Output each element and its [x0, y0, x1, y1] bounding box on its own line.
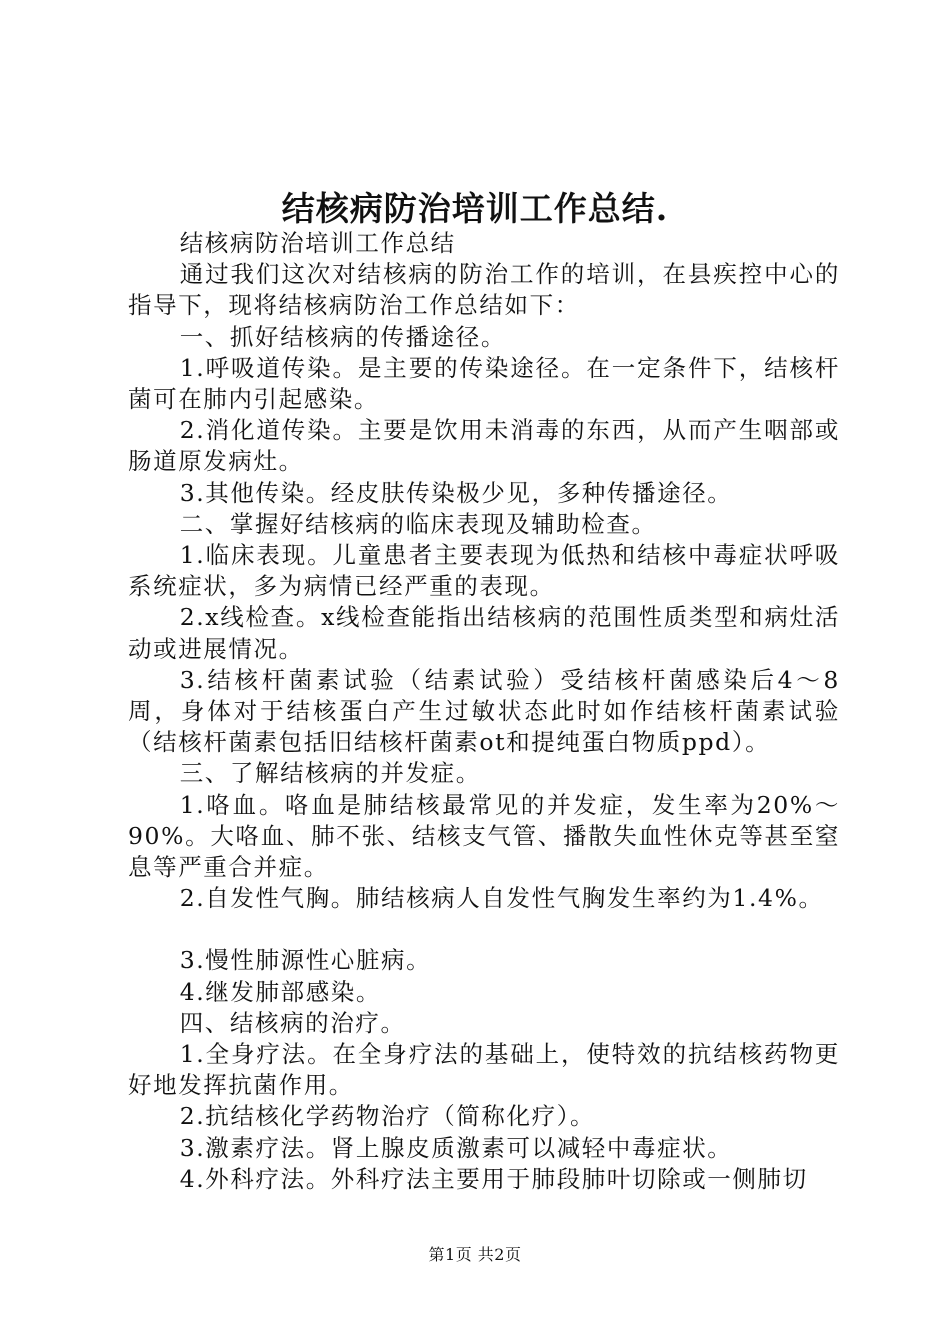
- list-item: 2.自发性气胸。肺结核病人自发性气胸发生率约为1.4%。: [179, 884, 824, 913]
- list-item: 3.其他传染。经皮肤传染极少见，多种传播途径。: [179, 478, 733, 507]
- subtitle-paragraph: 结核病防治培训工作总结: [179, 229, 456, 257]
- section-heading-complications: 三、了解结核病的并发症。: [179, 759, 481, 788]
- list-item: 2.x线检查。x线检查能指出结核病的范围性质类型和病灶活动或进展情况。: [128, 603, 840, 663]
- document-title: 结核病防治培训工作总结.: [281, 189, 669, 228]
- list-item: 3.激素疗法。肾上腺皮质激素可以减轻中毒症状。: [179, 1133, 733, 1162]
- page-footer: 第1页 共2页: [428, 1245, 522, 1264]
- section-heading-transmission: 一、抓好结核病的传播途径。: [179, 322, 506, 351]
- list-item: 1.咯血。咯血是肺结核最常见的并发症，发生率为20%～90%。大咯血、肺不张、结核支气管、播散失血性休克等甚至窒息等严重合并症。: [128, 790, 840, 882]
- list-item: 1.临床表现。儿童患者主要表现为低热和结核中毒症状呼吸系统症状，多为病情已经严重的表现。: [128, 541, 840, 601]
- list-item: 3.结核杆菌素试验（结素试验）受结核杆菌感染后4～8周，身体对于结核蛋白产生过敏状态此时如作结核杆菌素试验（结核杆菌素包括旧结核杆菌素ot和提纯蛋白物质ppd）。: [128, 665, 840, 757]
- list-item: 1.呼吸道传染。是主要的传染途径。在一定条件下，结核杆菌可在肺内引起感染。: [128, 353, 840, 414]
- section-heading-clinical: 二、掌握好结核病的临床表现及辅助检查。: [179, 509, 657, 538]
- list-item: 2.抗结核化学药物治疗（简称化疗）。: [179, 1102, 596, 1131]
- list-item: 3.慢性肺源性心脏病。: [179, 946, 432, 975]
- list-item: 4.继发肺部感染。: [179, 977, 382, 1006]
- list-item: 2.消化道传染。主要是饮用未消毒的东西，从而产生咽部或肠道原发病灶。: [128, 416, 840, 476]
- list-item: 1.全身疗法。在全身疗法的基础上，使特效的抗结核药物更好地发挥抗菌作用。: [128, 1040, 840, 1100]
- section-heading-treatment: 四、结核病的治疗。: [179, 1008, 406, 1037]
- intro-paragraph: 通过我们这次对结核病的防治工作的培训，在县疾控中心的指导下，现将结核病防治工作总结如下：: [128, 260, 840, 320]
- document-body: [128, 228, 840, 1195]
- list-item: 4.外科疗法。外科疗法主要用于肺段肺叶切除或一侧肺切: [179, 1164, 808, 1193]
